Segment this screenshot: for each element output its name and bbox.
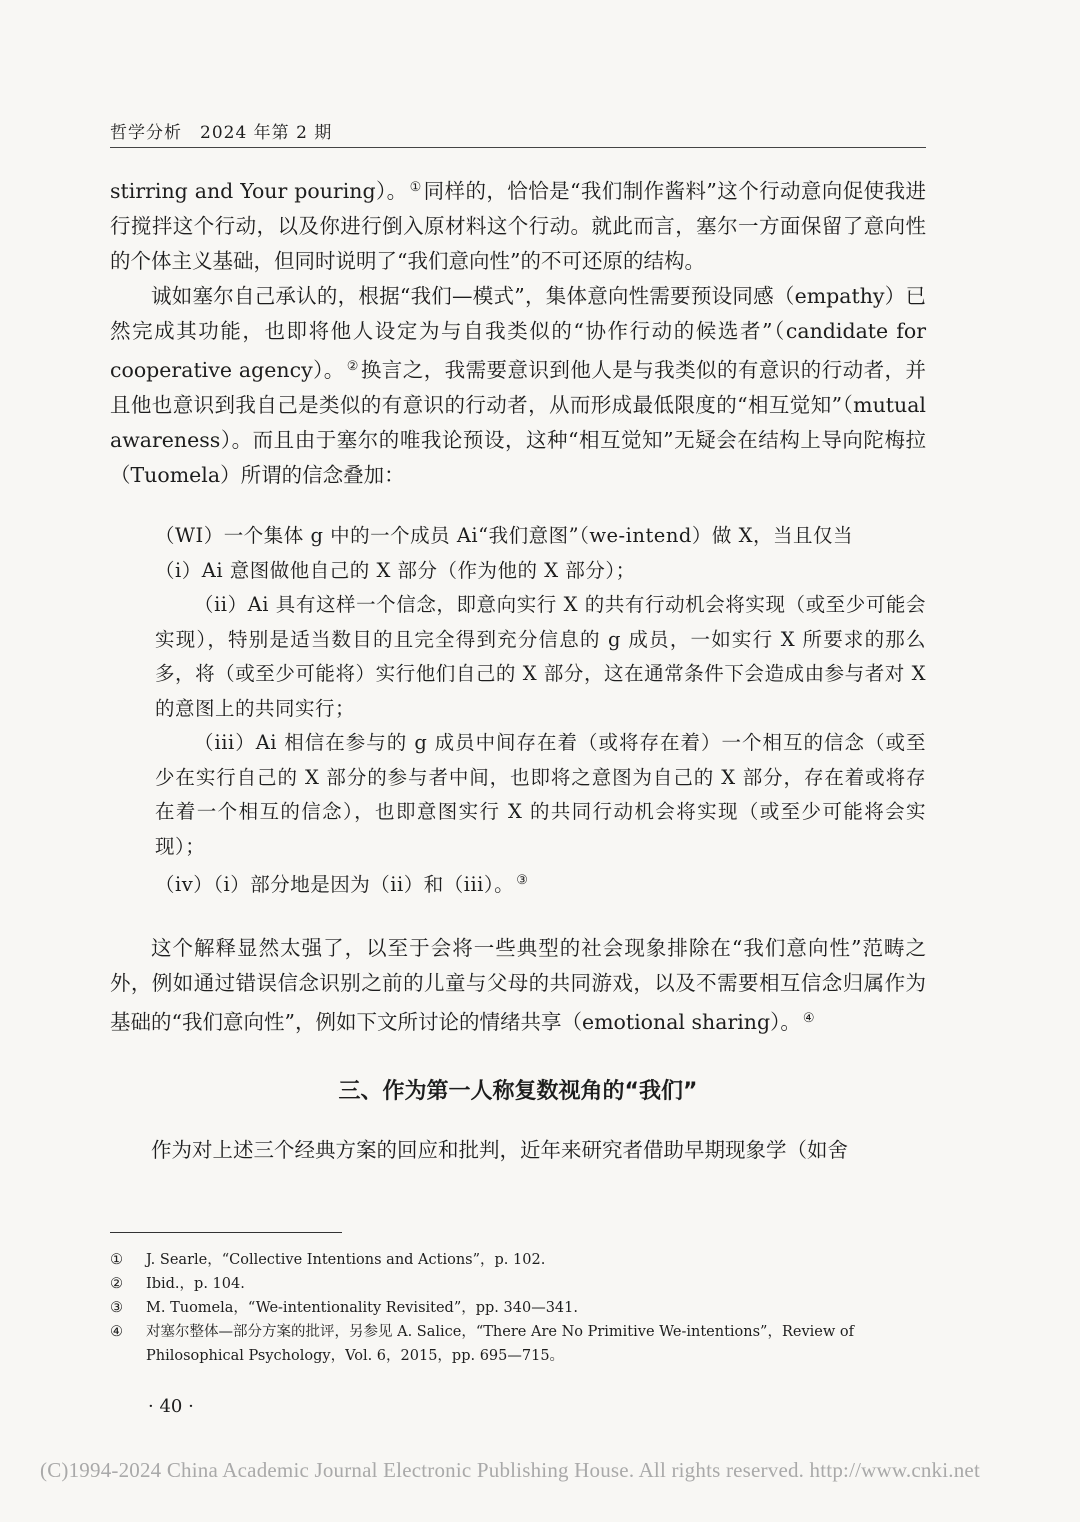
paragraph-2: 诚如塞尔自己承认的，根据“我们—模式”，集体意向性需要预设同感（empathy）已然完成其功能，也即将他人设定为与自我类似的“协作行动的候选者”（candidate for cooperative agency）。 ②换言之，我需要意识到他人是与我类似的有意识的行动者，并且他也意识到我自己是类似的有意识的行动者，从而形成最低限度的“相互觉知”（mutual awareness）。而且由于塞尔的唯我论预设，这种“相互觉知”无疑会在结构上导向陀梅拉（Tuomela）所谓的信念叠加： bbox=[110, 284, 926, 487]
running-header bbox=[110, 118, 332, 143]
page-number: · 40 · bbox=[148, 1396, 194, 1417]
paragraph-4: 作为对上述三个经典方案的回应和批判，近年来研究者借助早期现象学（如舍 bbox=[151, 1137, 848, 1162]
paragraph-3: 这个解释显然太强了，以至于会将一些典型的社会现象排除在“我们意向性”范畴之外，例如通过错误信念识别之前的儿童与父母的共同游戏，以及不需要相互信念归属作为基础的“我们意向性”，例如下文所讨论的情绪共享（emotional sharing）。 ④ bbox=[110, 935, 926, 1034]
footnote-ref-3[interactable]: ③ bbox=[516, 873, 529, 888]
footnote-3: ③ M. Tuomela，“We-intentionality Revisited”，pp. 340—341. bbox=[110, 1300, 578, 1316]
quote-ii: （ii）Ai 具有这样一个信念，即意向实行 X 的共有行动机会将实现（或至少可能会实现），特别是适当数目的且完全得到充分信息的 g 成员，一如实行 X 所要求的那么多，将（或至少可能将）实行他们自己的 X 部分，这在通常条件下会造成由参与者对 X 的意图上的共同实行； bbox=[155, 593, 926, 720]
section-heading: 三、作为第一人称复数视角的“我们” bbox=[338, 1078, 698, 1104]
journal-issue: 2024 年第 2 期 bbox=[200, 123, 333, 143]
quote-iii: （iii）Ai 相信在参与的 g 成员中间存在着（或将存在着）一个相互的信念（或至少在实行自己的 X 部分的参与者中间，也即将之意图为自己的 X 部分，存在着或将存在着一个相互的信念），也即意图实行 X 的共同行动机会将实现（或至少可能将会实现）； bbox=[155, 731, 926, 858]
block-quote bbox=[110, 519, 926, 903]
footnote-2: ② Ibid.，p. 104. bbox=[110, 1276, 245, 1292]
quote-wi: （WI）一个集体 g 中的一个成员 Ai“我们意图”（we-intend）做 X，当且仅当 bbox=[155, 524, 853, 547]
quote-i: （i）Ai 意图做他自己的 X 部分（作为他的 X 部分）； bbox=[155, 558, 636, 582]
copyright-watermark: (C)1994-2024 China Academic Journal Electronic Publishing House. All rights reserved. http://www.cnki.net bbox=[40, 1458, 980, 1482]
footnote-rule bbox=[110, 1232, 342, 1233]
footnotes bbox=[110, 1248, 926, 1368]
footnote-ref-1[interactable]: ① bbox=[409, 180, 422, 195]
footnote-1: ① J. Searle，“Collective Intentions and Actions”，p. 102. bbox=[110, 1252, 546, 1268]
footnote-ref-2[interactable]: ② bbox=[346, 359, 359, 374]
article-body bbox=[110, 170, 926, 1168]
footnote-4: ④ 对塞尔整体—部分方案的批评，另参见 A. Salice，“There Are No Primitive We-intentions”，Review of Philosophical Psychology，Vol. 6，2015，pp. 695—715。 bbox=[110, 1324, 854, 1364]
footnote-ref-4[interactable]: ④ bbox=[802, 1010, 815, 1026]
quote-iv: （iv）（i）部分地是因为（ii）和（iii）。 ③ bbox=[155, 873, 529, 896]
journal-name: 哲学分析 bbox=[110, 123, 182, 143]
header-rule bbox=[110, 147, 926, 148]
paragraph-1: stirring and Your pouring）。 ①同样的，恰恰是“我们制作酱料”这个行动意向促使我进行搅拌这个行动，以及你进行倒入原材料这个行动。就此而言，塞尔一方面保留了意向性的个体主义基础，但同时说明了“我们意向性”的不可还原的结构。 bbox=[110, 179, 926, 273]
